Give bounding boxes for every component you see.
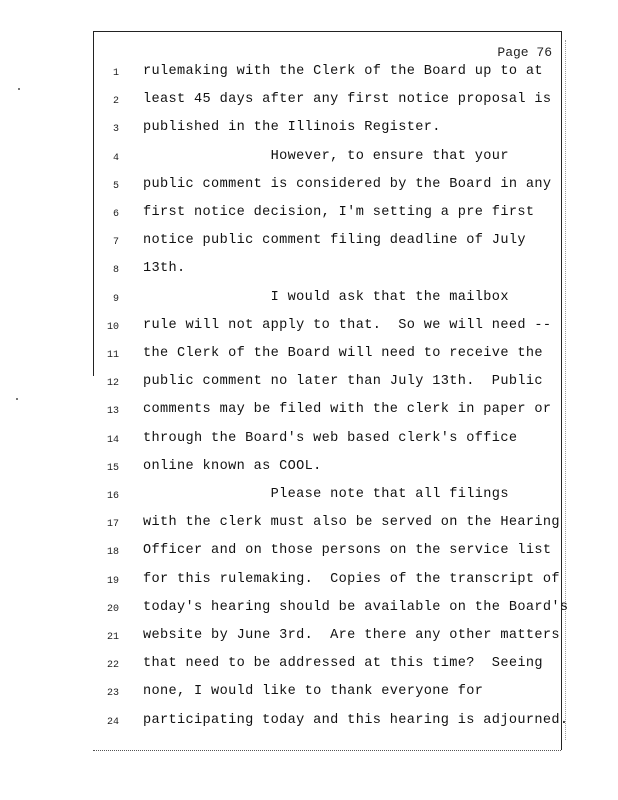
line-number: 13 <box>106 406 119 418</box>
line-number: 5 <box>112 180 119 192</box>
line-number: 8 <box>112 265 119 277</box>
transcript-line <box>0 487 600 507</box>
line-number: 21 <box>106 632 119 643</box>
scan-speck <box>16 398 18 400</box>
transcript-line <box>0 233 600 253</box>
transcript-line <box>0 543 600 563</box>
transcript-line <box>0 572 600 592</box>
line-number: 17 <box>106 519 119 531</box>
transcript-line <box>0 515 600 535</box>
line-text: website by June 3rd. Are there any other matters <box>143 628 560 643</box>
line-number: 12 <box>106 378 119 390</box>
transcript-line <box>0 628 600 648</box>
line-number: 2 <box>112 96 119 108</box>
transcript-line <box>0 205 600 225</box>
line-number: 7 <box>112 237 119 249</box>
line-text: 13th. <box>143 261 186 277</box>
line-text: public comment no later than July 13th. Public <box>143 374 543 390</box>
line-text: Officer and on those persons on the service list <box>143 543 552 559</box>
line-text: participating today and this hearing is adjourned. <box>143 712 569 728</box>
line-text: today's hearing should be available on the Board's <box>143 599 569 615</box>
transcript-line <box>0 600 600 620</box>
line-number: 9 <box>112 293 119 305</box>
line-text: rulemaking with the Clerk of the Board up to at <box>143 64 543 79</box>
line-text: for this rulemaking. Copies of the transcript of <box>143 571 560 587</box>
transcript-line <box>0 656 600 676</box>
transcript-line <box>0 431 600 451</box>
page-number: Page 76 <box>497 45 552 60</box>
transcript-line <box>0 713 600 733</box>
line-number: 10 <box>106 321 119 333</box>
line-text: rule will not apply to that. So we will need -- <box>143 317 552 333</box>
line-number: 1 <box>112 68 119 79</box>
transcript-line <box>0 459 600 479</box>
line-text: published in the Illinois Register. <box>143 120 441 136</box>
transcript-line <box>0 64 600 84</box>
line-number: 15 <box>106 462 119 474</box>
line-text: I would ask that the mailbox <box>143 289 509 305</box>
transcript-line <box>0 684 600 704</box>
line-number: 18 <box>106 547 119 559</box>
transcript-line <box>0 402 600 422</box>
line-text: online known as COOL. <box>143 458 322 474</box>
line-text: notice public comment filing deadline of July <box>143 233 526 249</box>
page-border-top <box>93 31 561 32</box>
line-number: 19 <box>106 575 119 587</box>
line-number: 24 <box>106 716 119 728</box>
transcript-line <box>0 149 600 169</box>
line-text: However, to ensure that your <box>143 148 509 164</box>
line-number: 23 <box>106 688 119 700</box>
line-text: that need to be addressed at this time? Seeing <box>143 656 543 672</box>
line-number: 4 <box>112 152 119 164</box>
line-number: 22 <box>106 660 119 672</box>
line-text: Please note that all filings <box>143 487 509 502</box>
line-text: public comment is considered by the Board in any <box>143 176 552 192</box>
scan-speck <box>18 88 20 90</box>
line-text: with the clerk must also be served on the Hearing <box>143 515 560 531</box>
line-text: the Clerk of the Board will need to receive the <box>143 346 543 361</box>
line-text: first notice decision, I'm setting a pre first <box>143 205 535 220</box>
transcript-line <box>0 92 600 112</box>
line-number: 20 <box>106 603 119 615</box>
line-number: 16 <box>106 491 119 502</box>
transcript-line <box>0 261 600 281</box>
line-number: 3 <box>112 124 119 136</box>
line-number: 14 <box>106 434 119 446</box>
transcript-line <box>0 120 600 140</box>
transcript-line <box>0 346 600 366</box>
page-border-bottom <box>93 750 561 751</box>
line-number: 6 <box>112 209 119 220</box>
transcript-line <box>0 290 600 310</box>
line-text: none, I would like to thank everyone for <box>143 684 484 700</box>
line-text: through the Board's web based clerk's office <box>143 430 518 446</box>
line-number: 11 <box>106 350 119 361</box>
transcript-line <box>0 374 600 394</box>
transcript-line <box>0 177 600 197</box>
line-text: comments may be filed with the clerk in paper or <box>143 402 552 418</box>
line-text: least 45 days after any first notice proposal is <box>143 92 552 108</box>
transcript-line <box>0 318 600 338</box>
